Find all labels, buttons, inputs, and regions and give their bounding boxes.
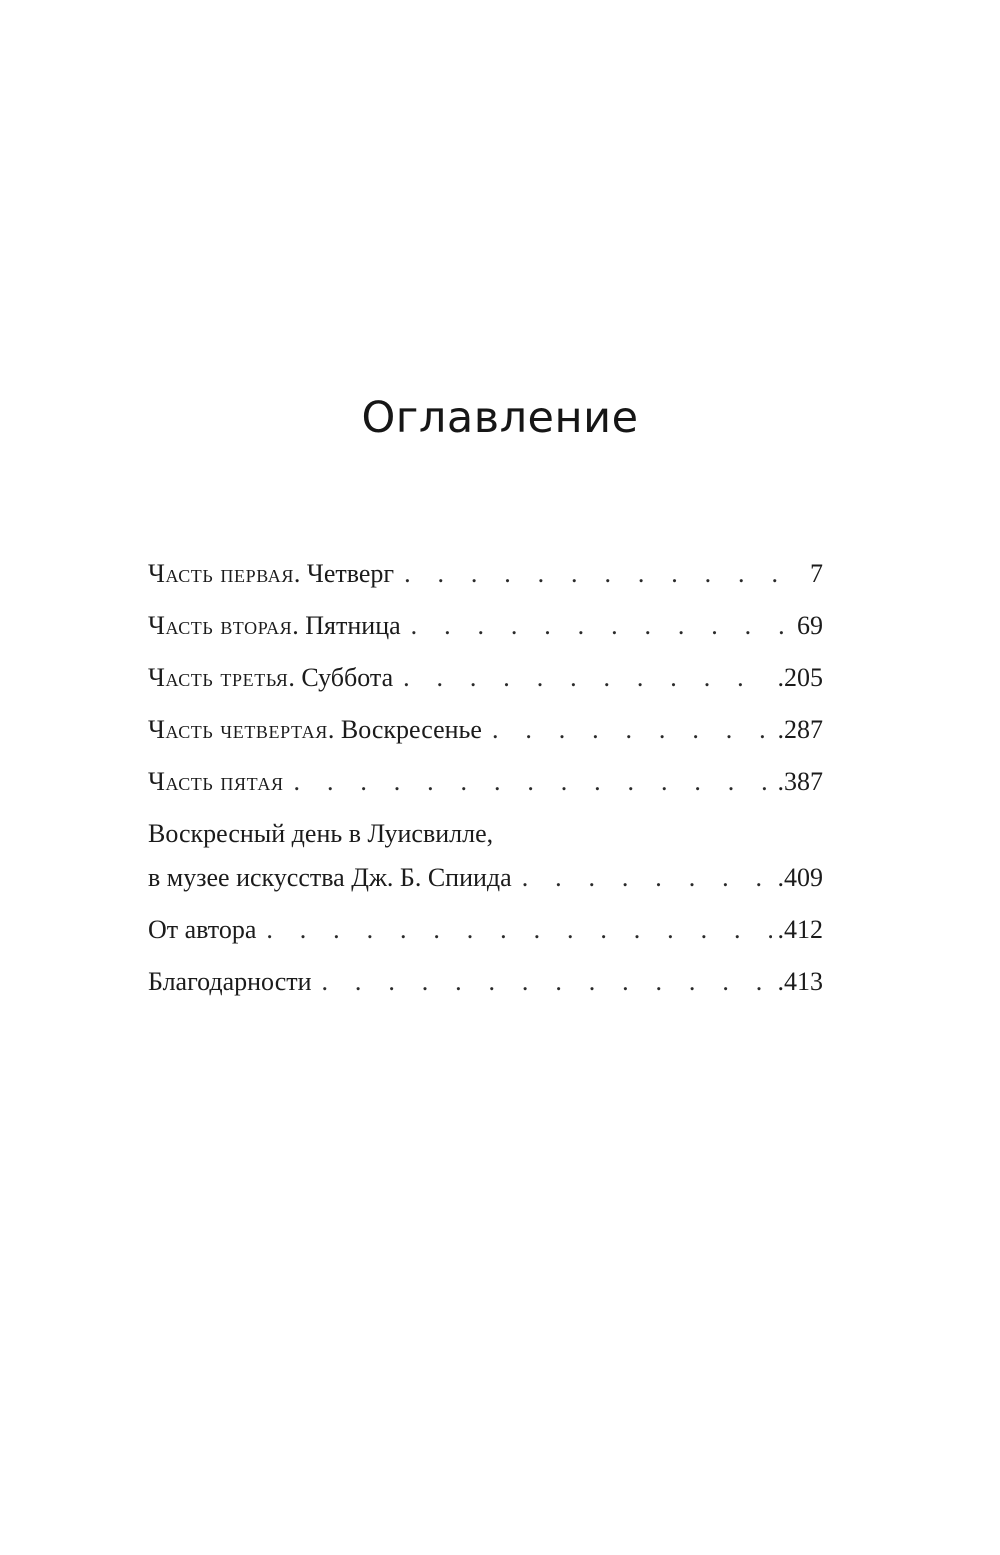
toc-entry-title-line-1: Воскресный день в Луисвилле, <box>148 819 494 848</box>
toc-entry-part-1[interactable] <box>148 552 823 596</box>
toc-entry-title <box>148 760 284 804</box>
toc-page-number: 7 <box>810 559 823 588</box>
toc-page-number: .409 <box>777 863 823 892</box>
toc-row <box>148 960 823 1004</box>
dot-leader <box>522 856 772 900</box>
toc-row <box>148 552 823 596</box>
toc-row <box>148 656 823 700</box>
toc-entry-part-3[interactable] <box>148 656 823 700</box>
toc-part-name: . Пятница <box>292 611 401 640</box>
toc-part-label: Часть четвертая <box>148 715 328 744</box>
toc-entry-title <box>148 552 394 596</box>
dot-leader <box>266 908 771 952</box>
toc-entry-part-4[interactable] <box>148 708 823 752</box>
toc-page-number: .287 <box>777 715 823 744</box>
table-of-contents <box>148 552 823 1012</box>
toc-part-name: . Суббота <box>288 663 394 692</box>
dot-leader <box>403 656 771 700</box>
toc-row <box>148 708 823 752</box>
toc-entry-title-line-2: в музее искусства Дж. Б. Спиида <box>148 863 512 892</box>
toc-part-label: Часть третья <box>148 663 289 692</box>
toc-row <box>148 760 823 804</box>
toc-row <box>148 856 823 900</box>
toc-page-number: .205 <box>777 663 823 692</box>
toc-entry-acknowledgements[interactable] <box>148 960 823 1004</box>
toc-part-name: . Воскресенье <box>327 715 482 744</box>
toc-row <box>148 908 823 952</box>
toc-entry-title <box>148 708 482 752</box>
toc-page-number: 69 <box>797 611 823 640</box>
toc-entry-title: От автора <box>148 915 257 944</box>
toc-entry-part-2[interactable] <box>148 604 823 648</box>
dot-leader <box>492 708 772 752</box>
dot-leader <box>404 552 804 596</box>
toc-page-number: .413 <box>777 967 823 996</box>
toc-entry-title <box>148 604 401 648</box>
toc-page-number: .387 <box>777 767 823 796</box>
dot-leader <box>294 760 772 804</box>
toc-entry-title <box>148 656 393 700</box>
toc-entry-louisville[interactable] <box>148 812 823 900</box>
page-title: Оглавление <box>361 393 639 443</box>
toc-part-label: Часть вторая <box>148 611 293 640</box>
toc-entry-part-5[interactable] <box>148 760 823 804</box>
toc-entry-title: Благодарности <box>148 967 312 996</box>
toc-part-name: . Четверг <box>293 559 395 588</box>
toc-row <box>148 604 823 648</box>
toc-page-number: .412 <box>777 915 823 944</box>
toc-part-label: Часть пятая <box>148 767 284 796</box>
toc-entry-from-author[interactable] <box>148 908 823 952</box>
dot-leader <box>322 960 772 1004</box>
toc-part-label: Часть первая <box>148 559 294 588</box>
dot-leader <box>411 604 791 648</box>
